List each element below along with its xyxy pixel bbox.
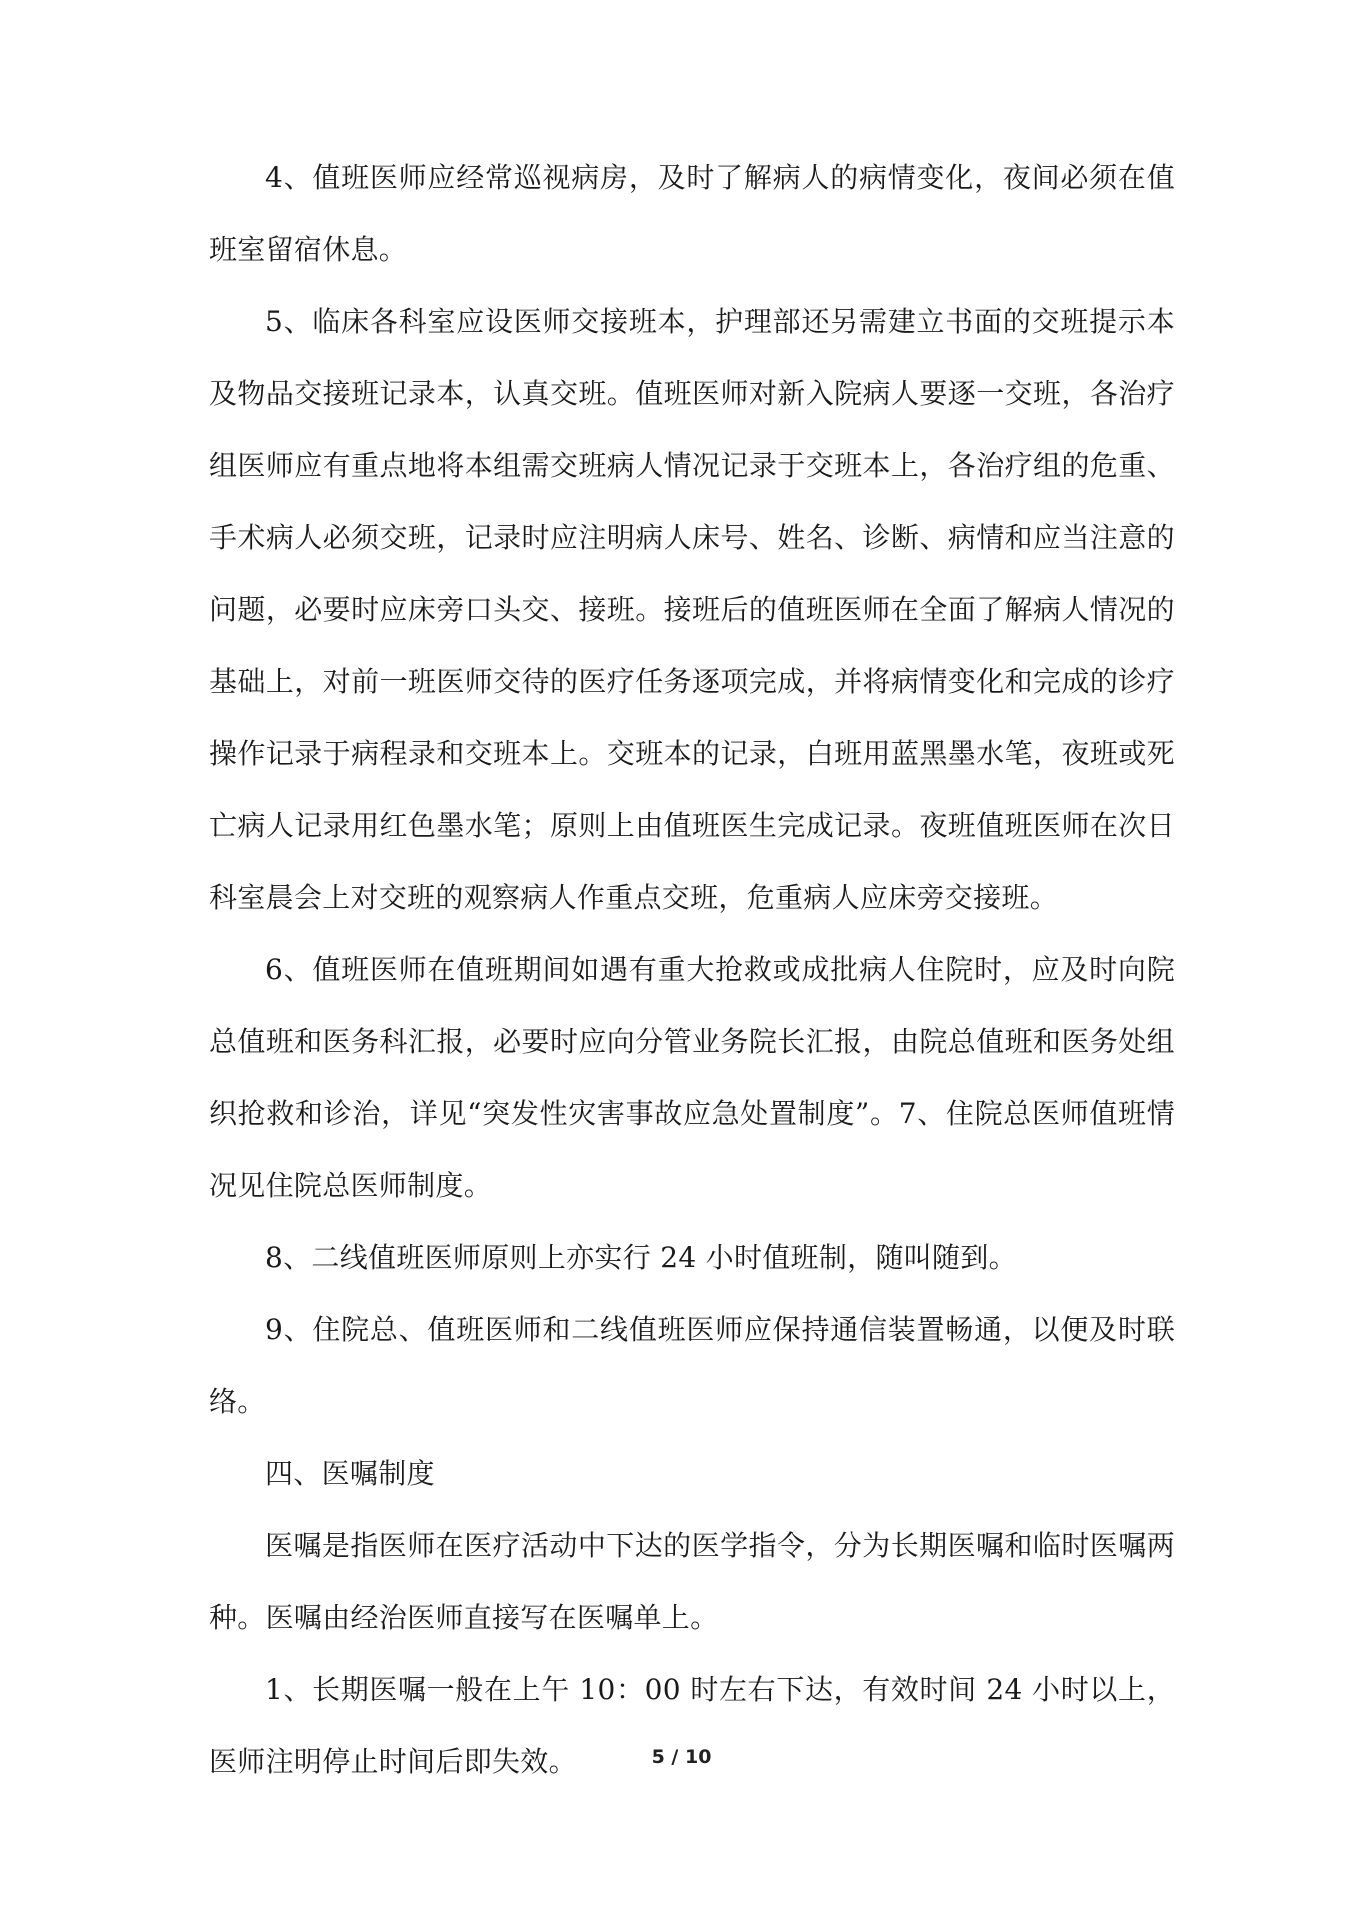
section-heading: 四、医嘱制度 bbox=[265, 1457, 435, 1490]
document-body bbox=[209, 142, 1175, 1798]
paragraph-item-5: 5、临床各科室应设医师交接班本，护理部还另需建立书面的交班提示本及物品交接班记录本，认真交班。值班医师对新入院病人要逐一交班，各治疗组医师应有重点地将本组需交班病人情况记录于交班本上，各治疗组的危重、手术病人必须交班，记录时应注明病人床号、姓名、诊断、病情和应当注意的问题，必要时应床旁口头交、接班。接班后的值班医师在全面了解病人情况的基础上，对前一班医师交待的医疗任务逐项完成，并将病情变化和完成的诊疗操作记录于病程录和交班本上。交班本的记录，白班用蓝黑墨水笔，夜班或死亡病人记录用红色墨水笔；原则上由值班医生完成记录。夜班值班医师在次日科室晨会上对交班的观察病人作重点交班，危重病人应床旁交接班。 bbox=[209, 305, 1175, 914]
paragraph-item-6-7: 6、值班医师在值班期间如遇有重大抢救或成批病人住院时，应及时向院总值班和医务科汇报，必要时应向分管业务院长汇报，由院总值班和医务处组织抢救和诊治，详见“突发性灾害事故应急处置制度”。7、住院总医师值班情况见住院总医师制度。 bbox=[209, 953, 1175, 1202]
page-number: 5 / 10 bbox=[651, 1746, 712, 1768]
paragraph-item-4: 4、值班医师应经常巡视病房，及时了解病人的病情变化，夜间必须在值班室留宿休息。 bbox=[209, 161, 1175, 266]
paragraph-item-1: 1、长期医嘱一般在上午 10：00 时左右下达，有效时间 24 小时以上，医师注明停止时间后即失效。 bbox=[209, 1673, 1175, 1778]
paragraph-intro: 医嘱是指医师在医疗活动中下达的医学指令，分为长期医嘱和临时医嘱两种。医嘱由经治医师直接写在医嘱单上。 bbox=[209, 1529, 1175, 1634]
paragraph-item-8: 8、二线值班医师原则上亦实行 24 小时值班制，随叫随到。 bbox=[265, 1241, 1017, 1274]
paragraph-item-9: 9、住院总、值班医师和二线值班医师应保持通信装置畅通，以便及时联络。 bbox=[209, 1313, 1175, 1418]
